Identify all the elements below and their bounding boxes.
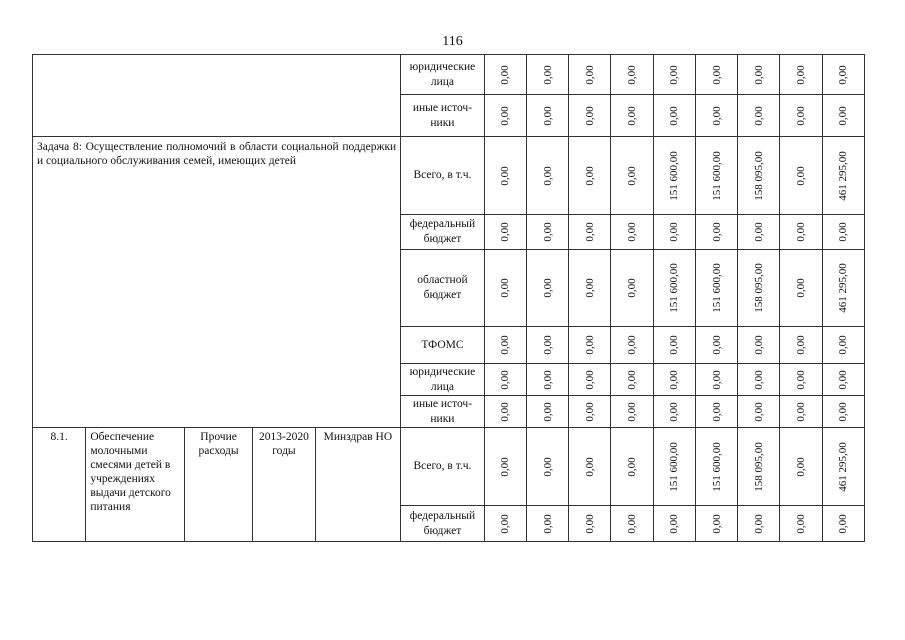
value-cell: 0,00 — [526, 95, 568, 137]
value-cell: 0,00 — [738, 327, 780, 364]
value-cell: 151 600,00 — [695, 250, 737, 327]
value-cell: 0,00 — [569, 396, 611, 428]
value-cell: 0,00 — [822, 364, 864, 396]
value-cell: 0,00 — [484, 364, 526, 396]
value-cell: 0,00 — [695, 215, 737, 250]
value-cell: 0,00 — [569, 137, 611, 215]
funding-source: областной бюджет — [401, 250, 484, 327]
value-cell: 0,00 — [484, 55, 526, 95]
value-cell: 151 600,00 — [653, 428, 695, 506]
value-cell: 0,00 — [569, 428, 611, 506]
value-cell: 0,00 — [484, 215, 526, 250]
value-cell: 0,00 — [526, 428, 568, 506]
value-cell: 0,00 — [653, 327, 695, 364]
value-cell: 0,00 — [780, 250, 822, 327]
funding-source: Всего, в т.ч. — [401, 428, 484, 506]
item-number: 8.1. — [33, 428, 86, 542]
value-cell: 0,00 — [738, 364, 780, 396]
value-cell: 0,00 — [695, 396, 737, 428]
value-cell: 0,00 — [569, 506, 611, 542]
item-name: Обеспечение молочными смесями детей в учреждениях выдачи детского питания — [86, 428, 185, 542]
value-cell: 0,00 — [526, 137, 568, 215]
value-cell: 0,00 — [484, 327, 526, 364]
funding-source: федеральный бюджет — [401, 215, 484, 250]
value-cell: 0,00 — [780, 396, 822, 428]
value-cell: 0,00 — [695, 364, 737, 396]
value-cell: 0,00 — [695, 55, 737, 95]
value-cell: 0,00 — [484, 506, 526, 542]
value-cell: 0,00 — [611, 95, 653, 137]
value-cell: 151 600,00 — [695, 137, 737, 215]
period: 2013-2020 годы — [253, 428, 315, 542]
value-cell: 0,00 — [611, 327, 653, 364]
value-cell: 461 295,00 — [822, 250, 864, 327]
value-cell: 0,00 — [611, 250, 653, 327]
value-cell: 151 600,00 — [695, 428, 737, 506]
value-cell: 0,00 — [822, 95, 864, 137]
value-cell: 158 095,00 — [738, 250, 780, 327]
value-cell: 0,00 — [611, 215, 653, 250]
value-cell: 0,00 — [738, 95, 780, 137]
value-cell: 0,00 — [653, 215, 695, 250]
value-cell: 0,00 — [653, 364, 695, 396]
funding-source: иные источ-ники — [401, 396, 484, 428]
value-cell: 0,00 — [822, 55, 864, 95]
value-cell: 0,00 — [653, 396, 695, 428]
value-cell: 0,00 — [738, 215, 780, 250]
value-cell: 0,00 — [484, 428, 526, 506]
value-cell: 158 095,00 — [738, 137, 780, 215]
expense-type: Прочие расходы — [184, 428, 252, 542]
value-cell: 0,00 — [526, 215, 568, 250]
value-cell: 0,00 — [484, 250, 526, 327]
value-cell: 0,00 — [653, 55, 695, 95]
funding-source: Всего, в т.ч. — [401, 137, 484, 215]
empty-description-cell — [33, 55, 401, 137]
value-cell: 151 600,00 — [653, 250, 695, 327]
value-cell: 461 295,00 — [822, 137, 864, 215]
value-cell: 0,00 — [526, 55, 568, 95]
value-cell: 0,00 — [780, 506, 822, 542]
value-cell: 0,00 — [484, 95, 526, 137]
value-cell: 0,00 — [738, 506, 780, 542]
table-row — [33, 137, 865, 215]
value-cell: 0,00 — [569, 55, 611, 95]
value-cell: 0,00 — [611, 428, 653, 506]
value-cell: 0,00 — [822, 327, 864, 364]
value-cell: 0,00 — [780, 215, 822, 250]
value-cell: 0,00 — [822, 396, 864, 428]
funding-source: юридические лица — [401, 55, 484, 95]
value-cell: 0,00 — [695, 327, 737, 364]
value-cell: 0,00 — [822, 215, 864, 250]
value-cell: 0,00 — [780, 137, 822, 215]
funding-source: ТФОМС — [401, 327, 484, 364]
value-cell: 0,00 — [569, 95, 611, 137]
value-cell: 0,00 — [611, 364, 653, 396]
value-cell: 0,00 — [738, 396, 780, 428]
value-cell: 0,00 — [695, 506, 737, 542]
value-cell: 461 295,00 — [822, 428, 864, 506]
value-cell: 0,00 — [569, 215, 611, 250]
value-cell: 0,00 — [780, 364, 822, 396]
value-cell: 0,00 — [780, 428, 822, 506]
value-cell: 0,00 — [738, 55, 780, 95]
table-row — [33, 55, 865, 95]
value-cell: 0,00 — [526, 250, 568, 327]
value-cell: 0,00 — [611, 396, 653, 428]
value-cell: 0,00 — [822, 506, 864, 542]
value-cell: 0,00 — [780, 95, 822, 137]
value-cell: 0,00 — [569, 327, 611, 364]
value-cell: 0,00 — [526, 364, 568, 396]
budget-table — [32, 54, 865, 542]
table-row — [33, 428, 865, 506]
funding-source: иные источ-ники — [401, 95, 484, 137]
value-cell: 0,00 — [569, 250, 611, 327]
task-8-description: Задача 8: Осуществление полномочий в области социальной поддержки и социального обслуживания семей, имеющих детей — [33, 137, 401, 428]
value-cell: 151 600,00 — [653, 137, 695, 215]
value-cell: 0,00 — [611, 506, 653, 542]
value-cell: 0,00 — [653, 506, 695, 542]
value-cell: 0,00 — [526, 396, 568, 428]
value-cell: 0,00 — [611, 137, 653, 215]
value-cell: 0,00 — [780, 55, 822, 95]
value-cell: 158 095,00 — [738, 428, 780, 506]
value-cell: 0,00 — [526, 506, 568, 542]
value-cell: 0,00 — [611, 55, 653, 95]
value-cell: 0,00 — [653, 95, 695, 137]
value-cell: 0,00 — [484, 137, 526, 215]
page-number: 116 — [442, 34, 463, 49]
value-cell: 0,00 — [484, 396, 526, 428]
funding-source: федеральный бюджет — [401, 506, 484, 542]
value-cell: 0,00 — [526, 327, 568, 364]
executor: Минздрав НО — [315, 428, 401, 542]
funding-source: юридические лица — [401, 364, 484, 396]
value-cell: 0,00 — [569, 364, 611, 396]
value-cell: 0,00 — [780, 327, 822, 364]
value-cell: 0,00 — [695, 95, 737, 137]
